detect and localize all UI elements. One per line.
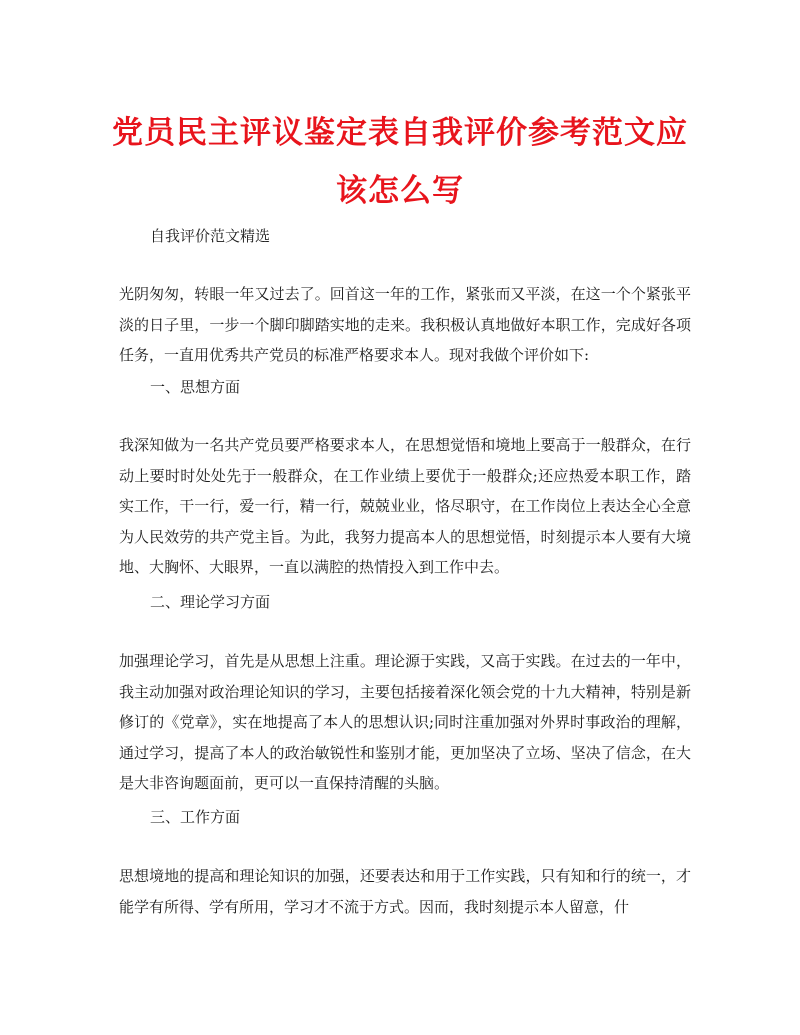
- paragraph-intro: 光阴匆匆，转眼一年又过去了。回首这一年的工作，紧张而又平淡，在这一个个紧张平淡的日子里，一步一个脚印脚踏实地的走来。我积极认真地做好本职工作，完成好各项任务，一直用优秀共产党员的标准严格要求本人。现对我做个评价如下:: [119, 285, 691, 364]
- section-heading-thought: 一、思想方面: [150, 378, 241, 396]
- paragraph-work: 思想境地的提高和理论知识的加强，还要表达和用于工作实践，只有知和行的统一，才能学有所得、学有所用，学习才不流于方式。因而，我时刻提示本人留意，什: [119, 867, 691, 916]
- section-heading-theory: 二、理论学习方面: [150, 593, 271, 611]
- paragraph-theory: 加强理论学习，首先是从思想上注重。理论源于实践，又高于实践。在过去的一年中，我主动加强对政治理论知识的学习，主要包括接着深化领会党的十九大精神，特别是新修订的《党章》，实在地提高了本人的思想认识;同时注重加强对外界时事政治的理解，通过学习，提高了本人的政治敏锐性和鉴别才能，更加坚决了立场、坚决了信念，在大是大非咨询题面前，更可以一直保持清醒的头脑。: [119, 652, 691, 792]
- document-title: 党员民主评议鉴定表自我评价参考范文应该怎么写: [112, 115, 688, 209]
- section-heading-work: 三、工作方面: [150, 808, 241, 826]
- intro-label: 自我评价范文精选: [150, 227, 271, 245]
- paragraph-thought: 我深知做为一名共产党员要严格要求本人，在思想觉悟和境地上要高于一般群众，在行动上要时时处处先于一般群众，在工作业绩上要优于一般群众;还应热爱本职工作，踏实工作，干一行，爱一行，精一行，兢兢业业，恪尽职守，在工作岗位上表达全心全意为人民效劳的共产党主旨。为此，我努力提高本人的思想觉悟，时刻提示本人要有大境地、大胸怀、大眼界，一直以满腔的热情投入到工作中去。: [119, 436, 691, 576]
